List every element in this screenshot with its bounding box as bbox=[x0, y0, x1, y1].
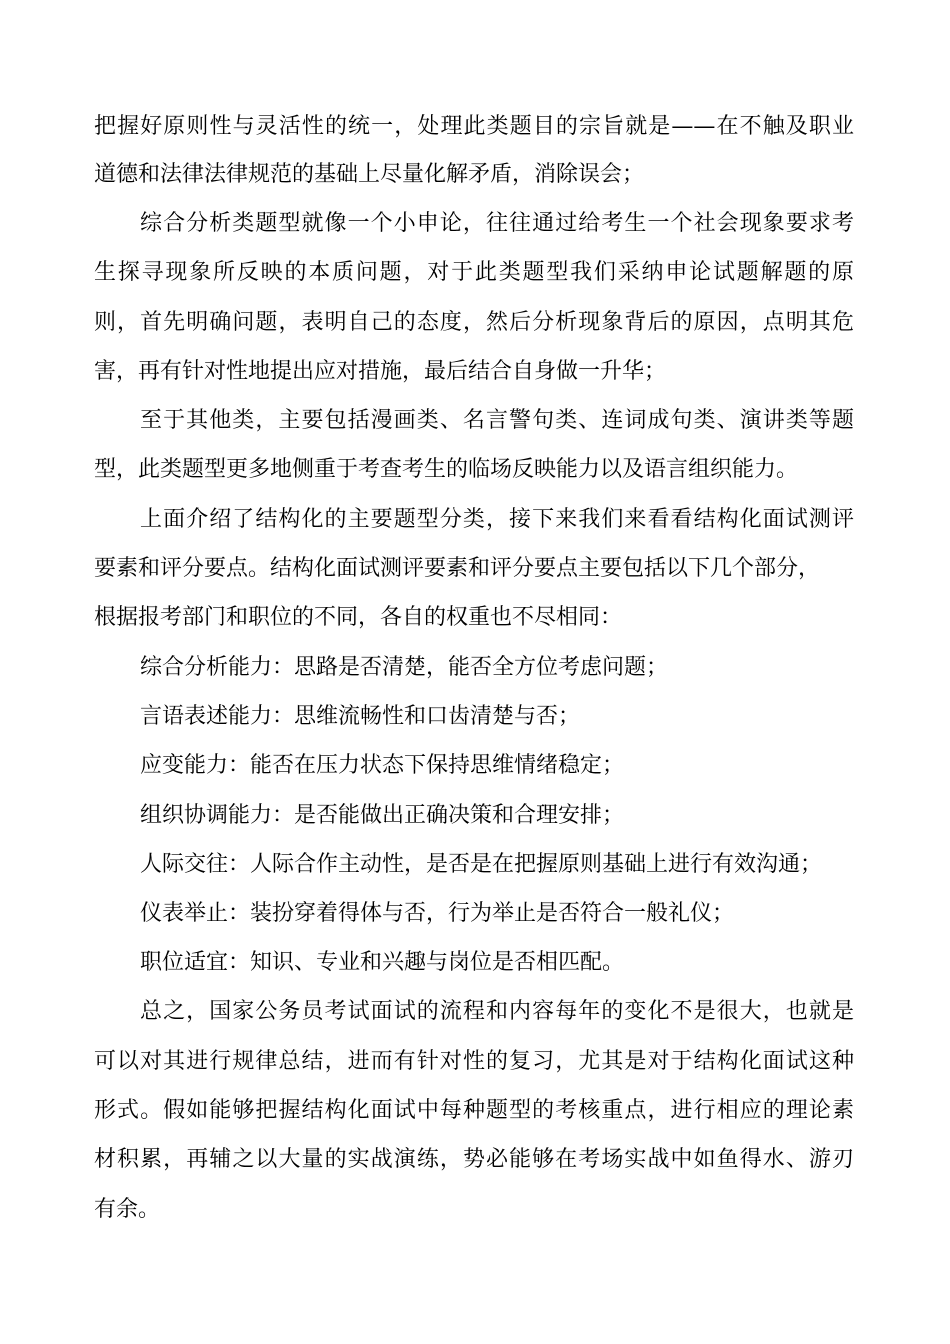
list-item: 组织协调能力：是否能做出正确决策和合理安排； bbox=[140, 803, 625, 828]
text-line: 生探寻现象所反映的本质问题，对于此类题型我们采纳申论试题解题的原 bbox=[94, 260, 854, 285]
paragraph-first-line: 总之，国家公务员考试面试的流程和内容每年的变化不是很大，也就是 bbox=[140, 999, 854, 1024]
text-line: 把握好原则性与灵活性的统一，处理此类题目的宗旨就是——在不触及职业 bbox=[94, 114, 854, 139]
text-line: 型，此类题型更多地侧重于考查考生的临场反映能力以及语言组织能力。 bbox=[94, 457, 799, 482]
list-item: 仪表举止：装扮穿着得体与否，行为举止是否符合一般礼仪； bbox=[140, 901, 735, 926]
text-line: 材积累，再辅之以大量的实战演练，势必能够在考场实战中如鱼得水、游刃 bbox=[94, 1147, 854, 1172]
paragraph-first-line: 至于其他类，主要包括漫画类、名言警句类、连词成句类、演讲类等题 bbox=[140, 408, 854, 433]
text-line: 形式。假如能够把握结构化面试中每种题型的考核重点，进行相应的理论素 bbox=[94, 1098, 854, 1123]
text-line: 则，首先明确问题，表明自己的态度，然后分析现象背后的原因，点明其危 bbox=[94, 310, 854, 335]
paragraph-first-line: 综合分析类题型就像一个小申论，往往通过给考生一个社会现象要求考 bbox=[140, 211, 854, 236]
list-item: 综合分析能力：思路是否清楚，能否全方位考虑问题； bbox=[140, 655, 669, 680]
text-line: 道德和法律法律规范的基础上尽量化解矛盾，消除误会； bbox=[94, 162, 645, 187]
text-line: 害，再有针对性地提出应对措施，最后结合自身做一升华； bbox=[94, 359, 667, 384]
text-line: 可以对其进行规律总结，进而有针对性的复习，尤其是对于结构化面试这种 bbox=[94, 1049, 854, 1074]
list-item: 职位适宜：知识、专业和兴趣与岗位是否相匹配。 bbox=[140, 950, 625, 975]
text-line: 有余。 bbox=[94, 1197, 161, 1222]
paragraph-first-line: 上面介绍了结构化的主要题型分类，接下来我们来看看结构化面试测评 bbox=[140, 507, 854, 532]
list-item: 人际交往：人际合作主动性，是否是在把握原则基础上进行有效沟通； bbox=[140, 852, 823, 877]
list-item: 言语表述能力：思维流畅性和口齿清楚与否； bbox=[140, 704, 581, 729]
list-item: 应变能力：能否在压力状态下保持思维情绪稳定； bbox=[140, 753, 625, 778]
text-line: 要素和评分要点。结构化面试测评要素和评分要点主要包括以下几个部分， bbox=[94, 556, 821, 581]
text-line: 根据报考部门和职位的不同，各自的权重也不尽相同： bbox=[94, 605, 623, 630]
